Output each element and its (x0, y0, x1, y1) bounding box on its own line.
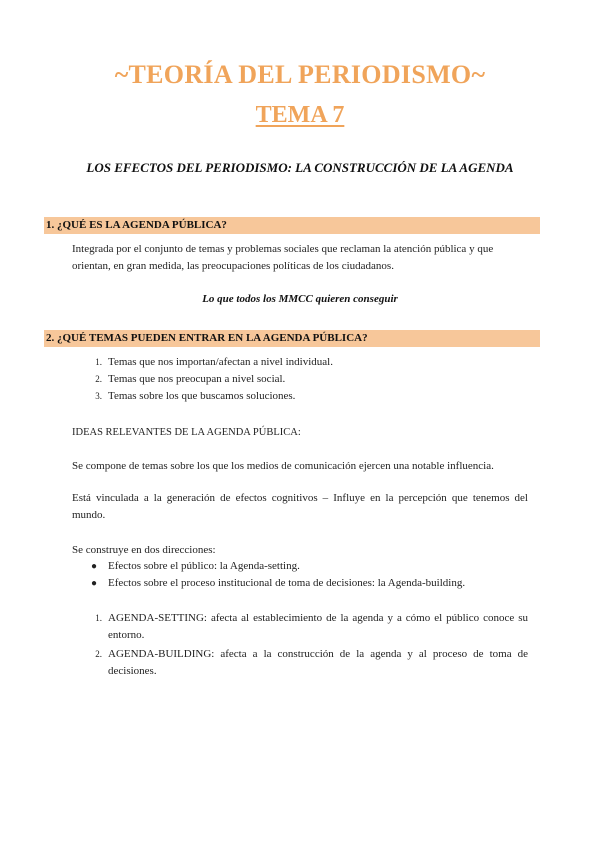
section-1-highlight: Lo que todos los MMCC quieren conseguir (202, 293, 398, 305)
directions-list (91, 558, 528, 592)
document-subtitle: LOS EFECTOS DEL PERIODISMO: LA CONSTRUCCIÓN DE LA AGENDA (86, 160, 514, 175)
document-title: ~TEORÍA DEL PERIODISMO~ (114, 60, 486, 89)
list-item: ● Efectos sobre el público: la Agenda-setting. (108, 558, 528, 575)
tema-label: TEMA 7 (255, 102, 345, 128)
section-2-heading: 2. ¿QUÉ TEMAS PUEDEN ENTRAR EN LA AGENDA PÚBLICA? (44, 330, 540, 347)
directions-intro: Se construye en dos direcciones: (72, 544, 216, 556)
bullet-icon: ● (91, 578, 98, 589)
list-item: 1. Temas que nos importan/afectan a nivel individual. (95, 356, 333, 368)
ideas-paragraph-1: Se compone de temas sobre los que los medios de comunicación ejercen una notable influencia. (72, 460, 494, 472)
list-item: 3. Temas sobre los que buscamos soluciones. (95, 390, 296, 402)
ideas-paragraph-2: Está vinculada a la generación de efectos cognitivos – Influye en la percepción que tenemos del mundo. (72, 492, 528, 521)
bullet-icon: ● (91, 561, 98, 572)
section-1-text: Integrada por el conjunto de temas y problemas sociales que reclaman la atención pública y que orientan, en gran medida, las preocupaciones políticas de los ciudadanos. (72, 243, 494, 272)
section-1-heading: 1. ¿QUÉ ES LA AGENDA PÚBLICA? (44, 217, 540, 234)
definitions-list (95, 610, 528, 680)
list-item: 2. AGENDA-BUILDING: afecta a la construcción de la agenda y al proceso de toma de decisiones. (95, 648, 528, 677)
list-item: 1. AGENDA-SETTING: afecta al establecimiento de la agenda y a cómo el público conoce su entorno. (95, 612, 528, 641)
ideas-heading: IDEAS RELEVANTES DE LA AGENDA PÚBLICA: (72, 427, 301, 438)
list-item: ● Efectos sobre el proceso institucional de toma de decisiones: la Agenda-building. (108, 575, 528, 592)
tema-heading (0, 102, 600, 129)
list-item: 2. Temas que nos preocupan a nivel social. (95, 373, 286, 385)
topics-list (95, 354, 528, 405)
